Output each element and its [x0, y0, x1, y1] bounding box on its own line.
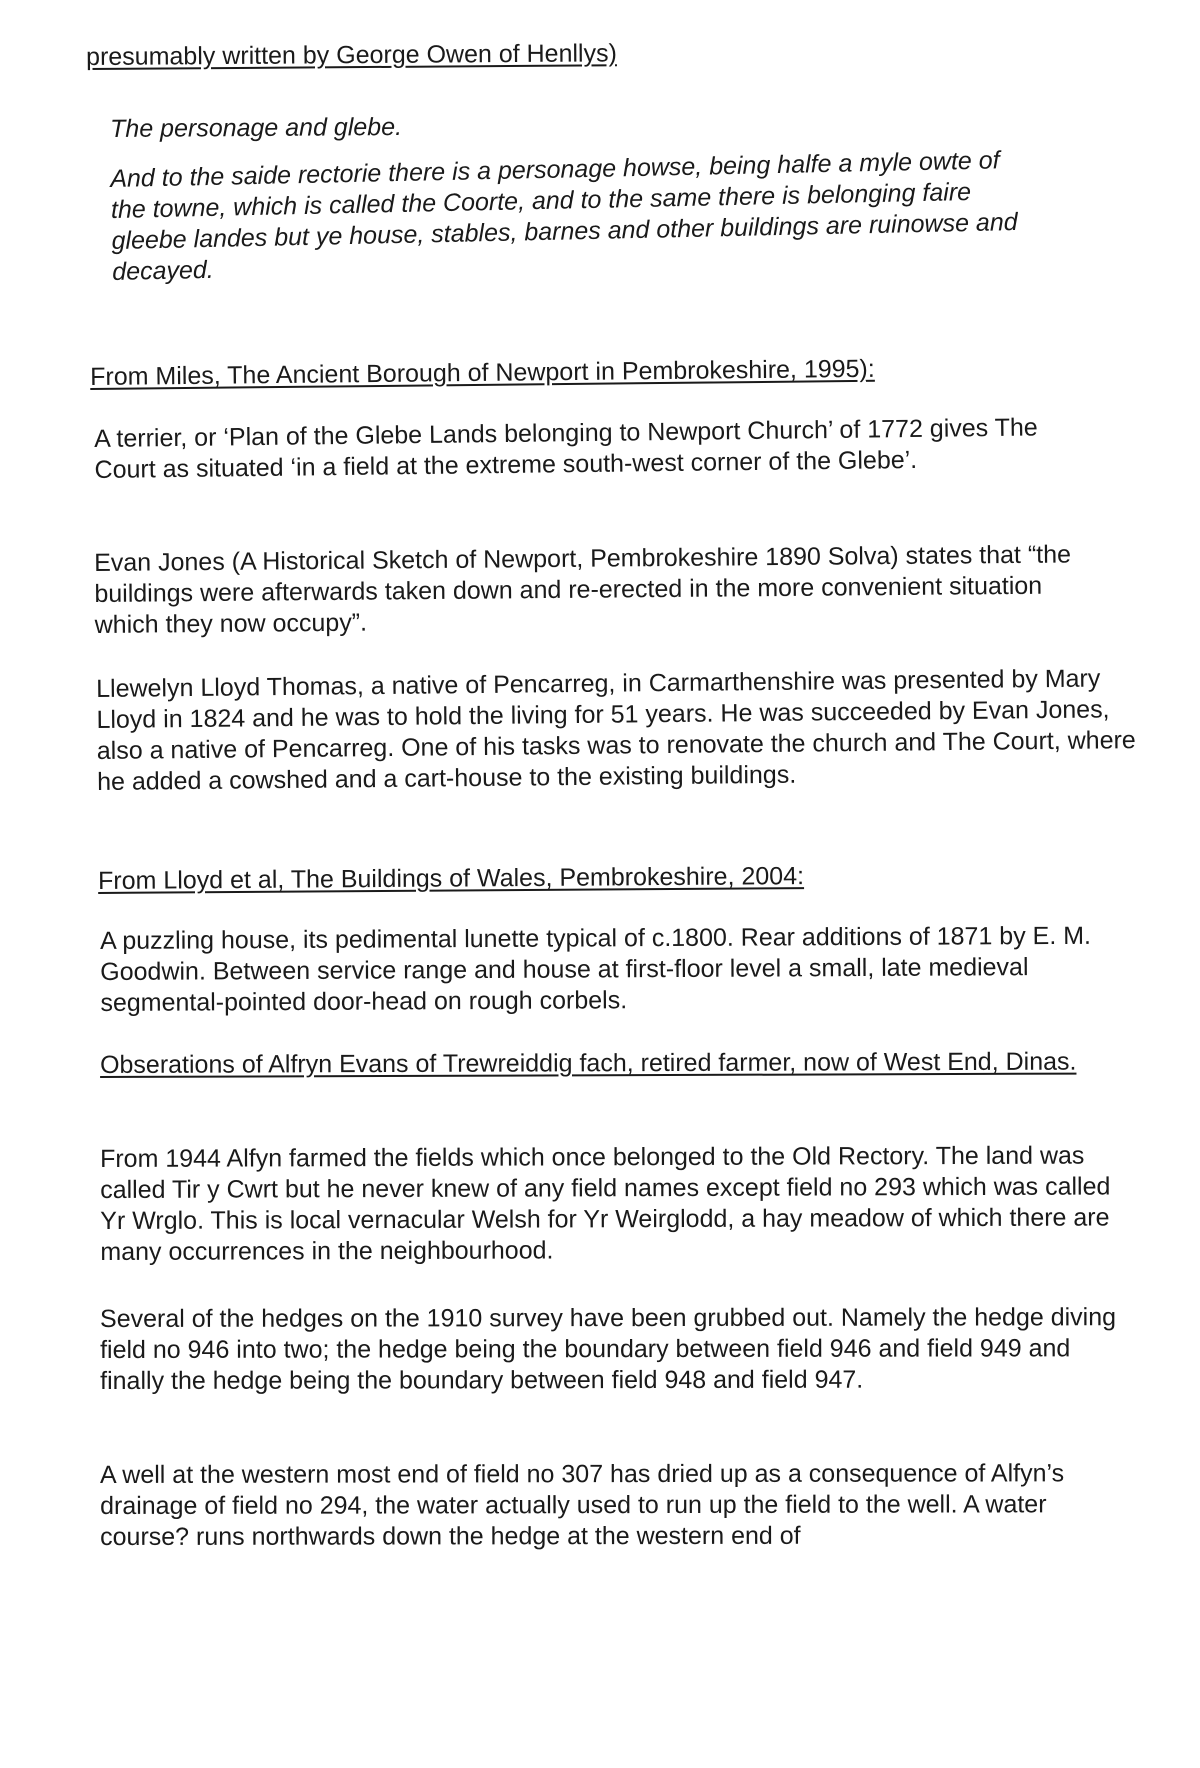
- paragraph-puzzling-house: A puzzling house, its pedimental lunette typical of c.1800. Rear additions of 1871 by E. M. Goodwin. Between service range and house at first-floor level a small, late medieval segmental-pointed door-head on rough corbels.: [100, 921, 1092, 1017]
- source-heading-george-owen: presumably written by George Owen of Henllys): [86, 39, 617, 71]
- quote-paragraph: And to the saide rectorie there is a personage howse, being halfe a myle owte of the towne, which is called the Coorte, and to the same there is belonging faire gleebe landes but ye house, stables, barnes and other buildings are ruinowse and decayed.: [110, 146, 1018, 286]
- source-heading-miles: From Miles, The Ancient Borough of Newport in Pembrokeshire, 1995):: [90, 354, 875, 391]
- source-heading-lloyd-et-al: From Lloyd et al, The Buildings of Wales, Pembrokeshire, 2004:: [98, 862, 805, 895]
- paragraph-llewelyn-lloyd-thomas: Llewelyn Lloyd Thomas, a native of Pencarreg, in Carmarthenshire was presented by Mary Lloyd in 1824 and he was to hold the living for 51 years. He was succeeded by Evan Jones, also a native of Pencarreg. One of his tasks was to renovate the church and The Court, where he added a cowshed and a cart-house to the existing buildings.: [96, 664, 1136, 796]
- paragraph-alfyn-fields: From 1944 Alfyn farmed the fields which once belonged to the Old Rectory. The land was called Tir y Cwrt but he never knew of any field names except field no 293 which was called Yr Wrglo. This is local vernacular Welsh for Yr Weirglodd, a hay meadow of which there are many occurrences in the neighbourhood.: [100, 1141, 1111, 1266]
- paragraph-hedges: Several of the hedges on the 1910 survey have been grubbed out. Namely the hedge diving field no 946 into two; the hedge being the boundary between field 946 and field 949 and finally the hedge being the boundary between field 948 and field 947.: [100, 1303, 1117, 1395]
- paragraph-terrier: A terrier, or ‘Plan of the Glebe Lands belonging to Newport Church’ of 1772 gives The Court as situated ‘in a field at the extreme south-west corner of the Glebe’.: [94, 413, 1038, 484]
- quote-title: The personage and glebe.: [110, 112, 403, 143]
- paragraph-well: A well at the western most end of field no 307 has dried up as a consequence of Alfyn’s drainage of field no 294, the water actually used to run up the field to the well. A water course? runs northwards down the hedge at the western end of: [100, 1459, 1065, 1551]
- source-heading-alfryn-evans: Obserations of Alfryn Evans of Trewreiddig fach, retired farmer, now of West End, Dinas.: [100, 1047, 1077, 1079]
- paragraph-evan-jones: Evan Jones (A Historical Sketch of Newport, Pembrokeshire 1890 Solva) states that “the buildings were afterwards taken down and re-erected in the more convenient situation which they now occupy”.: [94, 540, 1072, 639]
